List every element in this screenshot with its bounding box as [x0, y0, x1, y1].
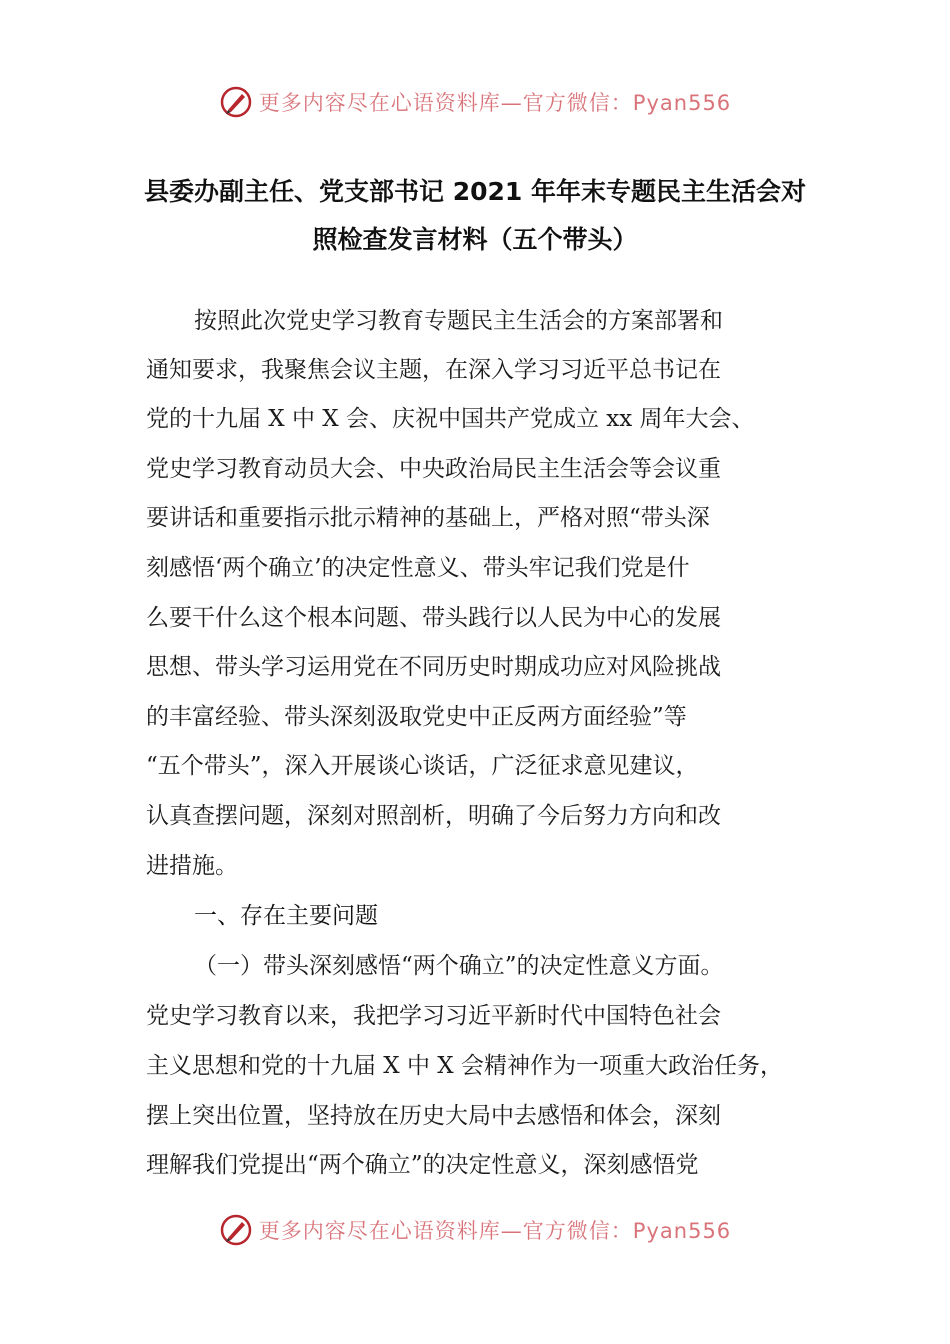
pen-logo-icon [219, 85, 253, 119]
paragraph-line: 思想、带头学习运用党在不同历史时期成功应对风险挑战 [146, 654, 721, 680]
pen-logo-icon [219, 1213, 253, 1247]
paragraph-line: 通知要求，我聚焦会议主题，在深入学习习近平总书记在 [146, 357, 721, 383]
watermark-text: 更多内容尽在心语资料库—官方微信：Pyan556 [258, 1219, 732, 1243]
paragraph-line: 理解我们党提出“两个确立”的决定性意义，深刻感悟党 [146, 1152, 699, 1178]
paragraph-line: 党史学习教育动员大会、中央政治局民主生活会等会议重 [146, 456, 721, 482]
document-title-line-1: 县委办副主任、党支部书记 2021 年年末专题民主生活会对 [144, 177, 806, 206]
paragraph-line: 要讲话和重要指示批示精神的基础上，严格对照“带头深 [146, 505, 710, 531]
paragraph-line: “五个带头”，深入开展谈心谈话，广泛征求意见建议， [146, 753, 699, 779]
paragraph-line: 主义思想和党的十九届 X 中 X 会精神作为一项重大政治任务， [146, 1053, 783, 1079]
paragraph-line: 的丰富经验、带头深刻汲取党史中正反两方面经验”等 [146, 704, 687, 730]
paragraph-line: 摆上突出位置，坚持放在历史大局中去感悟和体会，深刻 [146, 1103, 721, 1129]
paragraph-line: 按照此次党史学习教育专题民主生活会的方案部署和 [194, 308, 723, 334]
watermark-banner-bottom [0, 1210, 950, 1250]
document-title-line-2: 照检查发言材料（五个带头） [312, 225, 638, 254]
paragraph-line: 么要干什么这个根本问题、带头践行以人民为中心的发展 [146, 605, 721, 631]
paragraph-line: 党史学习教育以来，我把学习习近平新时代中国特色社会 [146, 1003, 721, 1029]
section-heading: 一、存在主要问题 [194, 903, 378, 929]
paragraph-line: （一）带头深刻感悟“两个确立”的决定性意义方面。 [194, 953, 724, 979]
paragraph-line: 刻感悟‘两个确立’的决定性意义、带头牢记我们党是什 [146, 555, 690, 581]
paragraph-line: 党的十九届 X 中 X 会、庆祝中国共产党成立 xx 周年大会、 [146, 406, 755, 432]
paragraph-line: 进措施。 [146, 853, 238, 879]
paragraph-line: 认真查摆问题，深刻对照剖析，明确了今后努力方向和改 [146, 803, 721, 829]
watermark-text: 更多内容尽在心语资料库—官方微信：Pyan556 [258, 91, 732, 115]
watermark-banner-top [0, 82, 950, 122]
